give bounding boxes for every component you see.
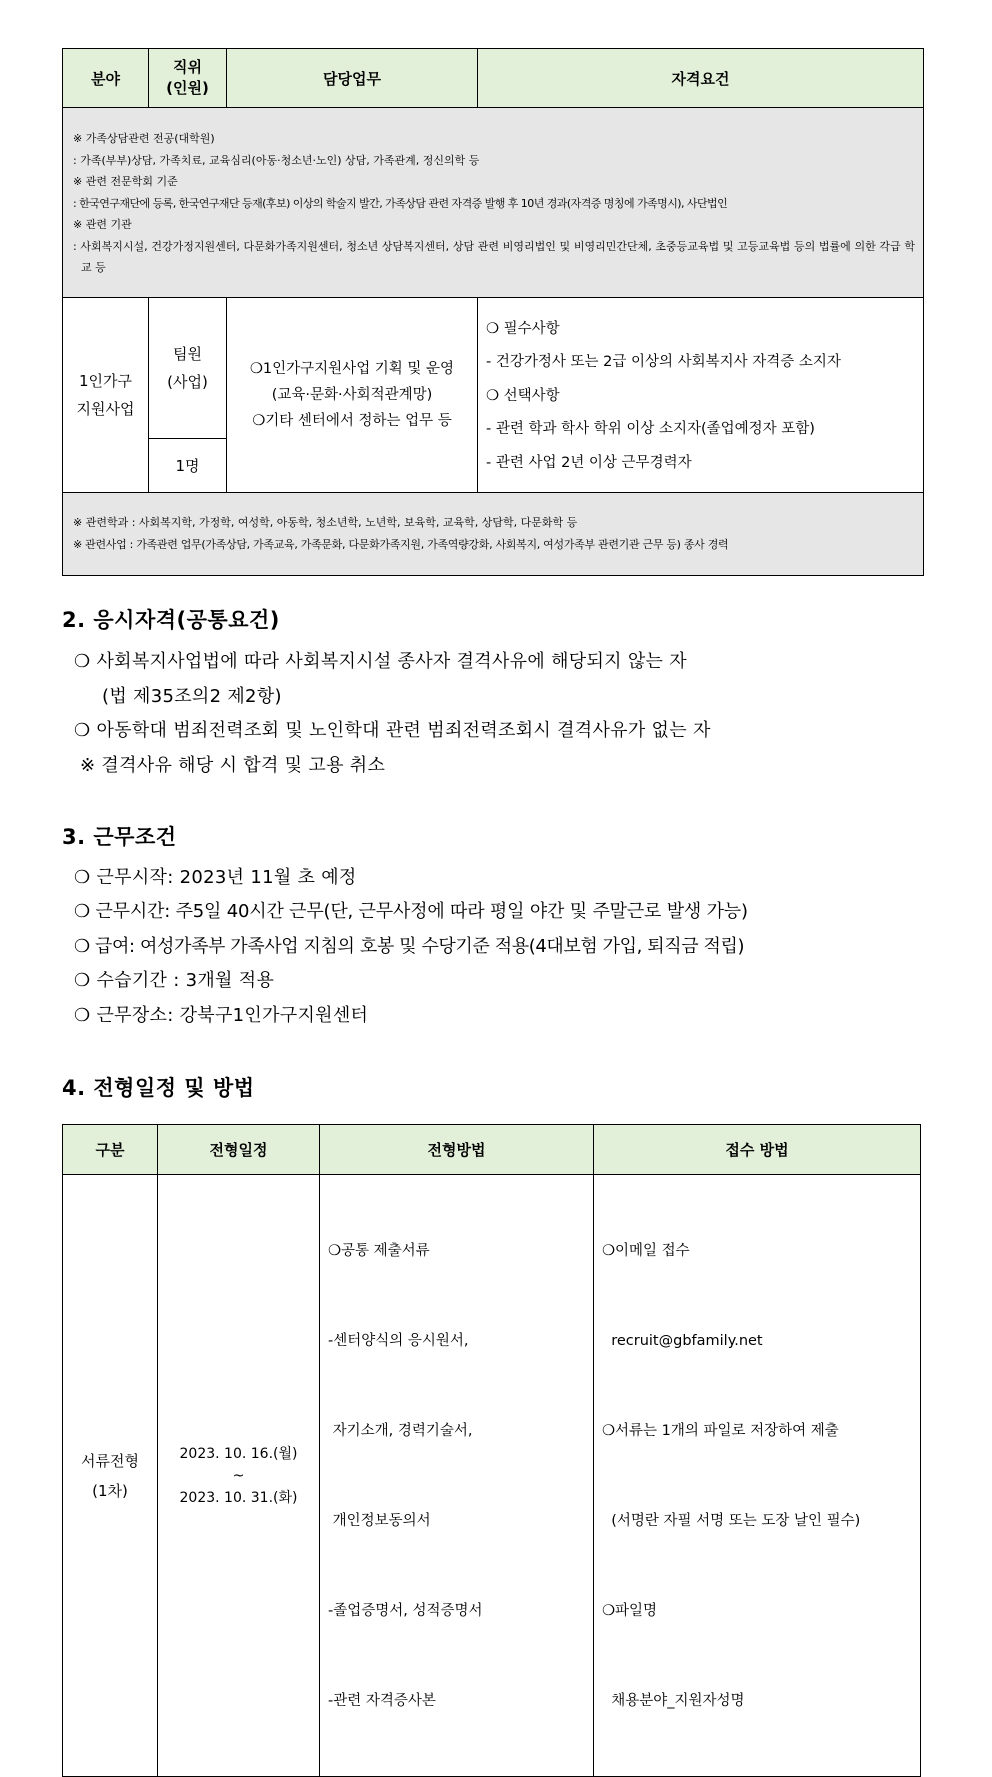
section-2-line: (법 제35조의2 제2항) [102, 686, 282, 707]
count-cell: 1명 [149, 438, 227, 492]
note-line: ※ 관련 기관 [73, 218, 132, 231]
note-line: ※ 관련학과 : 사회복지학, 가정학, 여성학, 아동학, 청소년학, 노년학, 보육학, 교육학, 상담학, 다문화학 등 [73, 516, 578, 529]
schedule-end: 2023. 10. 31.(화) [179, 1489, 298, 1506]
notes-top [63, 108, 924, 298]
receipt-line: (서명란 자필 서명 또는 도장 날인 필수) [602, 1513, 861, 1529]
note-line: : 한국연구재단에 등록, 한국연구재단 등재(후보) 이상의 학술지 발간, 가족상담 관련 자격증 발행 후 10년 경과(자격증 명칭에 가족명시), 사단법인 [73, 196, 728, 210]
header-duties: 담당업무 [227, 49, 478, 108]
selection-row [63, 1175, 921, 1777]
section-3-line: ❍ 급여: 여성가족부 가족사업 지침의 호봉 및 수당기준 적용(4대보험 가입, 퇴직금 적립) [74, 936, 745, 957]
note-line: ※ 가족상담관련 전공(대학원) [73, 132, 215, 145]
position-row [63, 297, 924, 438]
requirements-cell [478, 297, 924, 492]
requirement-line: - 건강가정사 또는 2급 이상의 사회복지사 자격증 소지자 [486, 354, 841, 370]
duty-line: ❍기타 센터에서 정하는 업무 등 [252, 412, 452, 429]
method-line: -졸업증명서, 성적증명서 [328, 1603, 483, 1619]
method-line: -센터양식의 응시원서, [328, 1333, 469, 1349]
receipt-line: 채용분야_지원자성명 [602, 1693, 745, 1709]
requirement-line: - 관련 학과 학사 학위 이상 소지자(졸업예정자 포함) [486, 421, 815, 437]
header-position: 직위 (인원) [149, 49, 227, 108]
header-receipt: 접수 방법 [594, 1125, 921, 1175]
section-2-line: ※ 결격사유 해당 시 합격 및 고용 취소 [80, 755, 386, 776]
section-4-title: 4. 전형일정 및 방법 [62, 1076, 255, 1100]
note-line: : 가족(부부)상담, 가족치료, 교육심리(아동·청소년·노인) 상담, 가족관계, 정신의학 등 [73, 153, 480, 167]
section-2-line: ❍ 아동학대 범죄전력조회 및 노인학대 관련 범죄전력조회시 결격사유가 없는 자 [74, 720, 711, 741]
schedule-cell [158, 1175, 320, 1777]
requirement-line: ❍ 선택사항 [486, 387, 560, 404]
note-line: : 사회복지시설, 건강가정지원센터, 다문화가족지원센터, 청소년 상담복지센터, 상담 관련 비영리법인 및 비영리민간단체, 초중등교육법 및 고등교육법 등의 법률에 의한 각급 학교 등 [73, 239, 915, 274]
selection-table [62, 1124, 921, 1777]
receipt-email[interactable]: recruit@gbfamily.net [602, 1333, 763, 1349]
notes-bottom [63, 492, 924, 575]
position-table-header [63, 49, 924, 108]
method-cell [320, 1175, 594, 1777]
header-requirements: 자격요건 [478, 49, 924, 108]
position-cell: 팀원 (사업) [149, 297, 227, 438]
duties-cell [227, 297, 478, 492]
section-3-title: 3. 근무조건 [62, 825, 177, 849]
requirement-line: ❍ 필수사항 [486, 320, 560, 337]
method-line: 개인정보동의서 [328, 1513, 431, 1529]
receipt-cell [594, 1175, 921, 1777]
selection-table-header [63, 1125, 921, 1175]
requirement-line: - 관련 사업 2년 이상 근무경력자 [486, 454, 692, 471]
schedule-start: 2023. 10. 16.(월) [179, 1445, 298, 1462]
position-table [62, 48, 924, 576]
receipt-line: ❍파일명 [602, 1603, 658, 1619]
method-line: -관련 자격증사본 [328, 1693, 436, 1709]
receipt-line: ❍서류는 1개의 파일로 저장하여 제출 [602, 1423, 839, 1439]
notes-top-row [63, 108, 924, 298]
receipt-line: ❍이메일 접수 [602, 1243, 690, 1259]
notes-bottom-row [63, 492, 924, 575]
section-2-title: 2. 응시자격(공통요건) [62, 608, 280, 632]
section-3-line: ❍ 근무장소: 강북구1인가구지원센터 [74, 1005, 369, 1026]
note-line: ※ 관련 전문학회 기준 [73, 175, 178, 188]
stage-cell: 서류전형 (1차) [63, 1175, 158, 1777]
note-line: ※ 관련사업 : 가족관련 업무(가족상담, 가족교육, 가족문화, 다문화가족지원, 가족역량강화, 사회복지, 여성가족부 관련기관 근무 등) 종사 경력 [73, 537, 729, 551]
field-cell: 1인가구 지원사업 [63, 297, 149, 492]
section-3-line: ❍ 수습기간 : 3개월 적용 [74, 970, 275, 991]
section-3-line: ❍ 근무시간: 주5일 40시간 근무(단, 근무사정에 따라 평일 야간 및 주말근로 발생 가능) [74, 901, 748, 922]
duty-line: ❍1인가구지원사업 기획 및 운영 [249, 360, 455, 377]
header-method: 전형방법 [320, 1125, 594, 1175]
header-stage: 구분 [63, 1125, 158, 1175]
section-2-line: ❍ 사회복지사업법에 따라 사회복지시설 종사자 결격사유에 해당되지 않는 자 [74, 651, 687, 672]
duty-line: (교육·문화·사회적관계망) [271, 386, 433, 403]
schedule-separator: ~ [232, 1467, 245, 1484]
method-line: 자기소개, 경력기술서, [328, 1423, 473, 1439]
section-3-line: ❍ 근무시작: 2023년 11월 초 예정 [74, 867, 357, 888]
header-schedule: 전형일정 [158, 1125, 320, 1175]
header-field: 분야 [63, 49, 149, 108]
method-line: ❍공통 제출서류 [328, 1243, 430, 1259]
